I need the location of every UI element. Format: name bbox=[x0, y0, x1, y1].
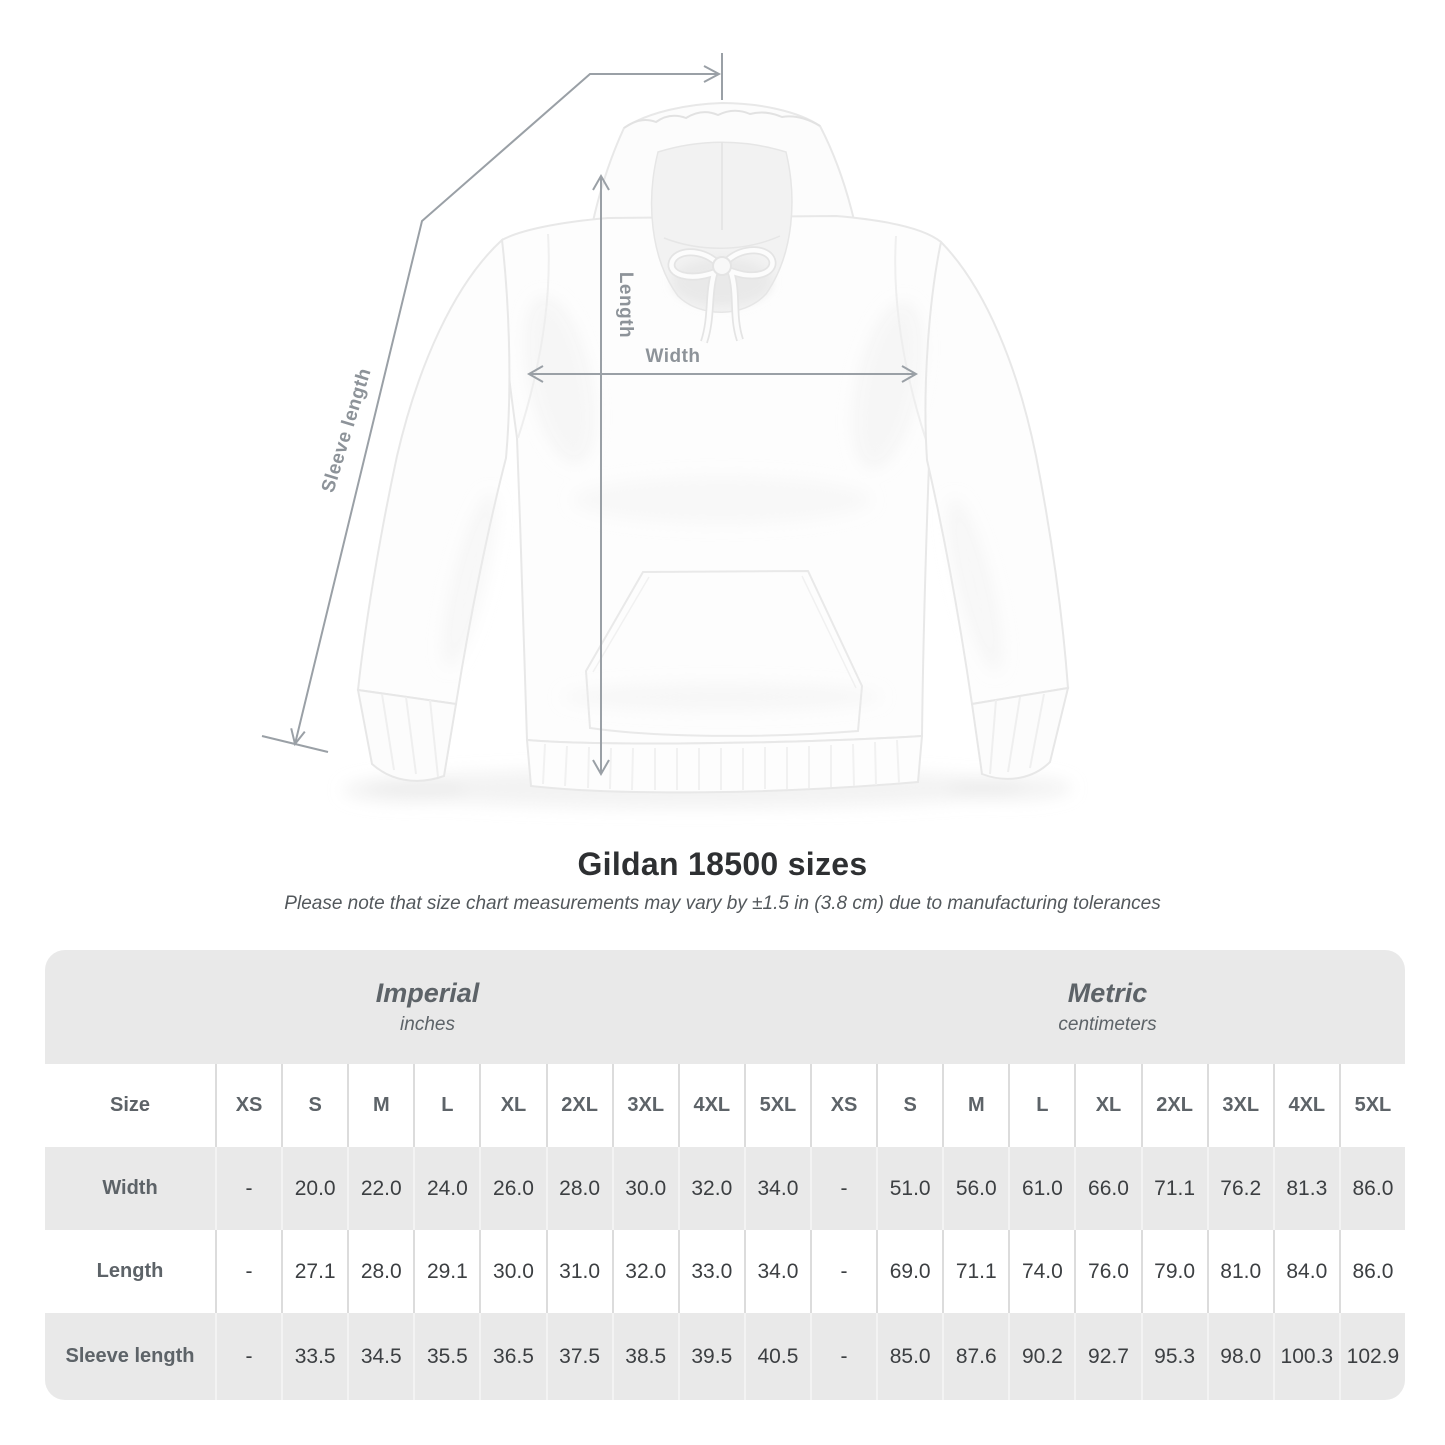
table-cell: 40.5 bbox=[744, 1313, 810, 1400]
table-cell: 66.0 bbox=[1074, 1147, 1140, 1230]
table-cell: 84.0 bbox=[1273, 1230, 1339, 1313]
row-label-width: Width bbox=[45, 1147, 215, 1230]
table-cell: 100.3 bbox=[1273, 1313, 1339, 1400]
size-header-metric-5xl: 5XL bbox=[1339, 1064, 1405, 1147]
hoodie-graphic bbox=[343, 103, 1072, 808]
table-cell: 39.5 bbox=[678, 1313, 744, 1400]
table-cell: 34.0 bbox=[744, 1147, 810, 1230]
table-cell: 76.0 bbox=[1074, 1230, 1140, 1313]
table-cell: 86.0 bbox=[1339, 1230, 1405, 1313]
size-header-imperial-3xl: 3XL bbox=[612, 1064, 678, 1147]
table-cell: 98.0 bbox=[1207, 1313, 1273, 1400]
table-cell: 20.0 bbox=[281, 1147, 347, 1230]
size-header-metric-2xl: 2XL bbox=[1141, 1064, 1207, 1147]
table-cell: 90.2 bbox=[1008, 1313, 1074, 1400]
table-cell: - bbox=[215, 1313, 281, 1400]
table-cell: 27.1 bbox=[281, 1230, 347, 1313]
table-cell: 76.2 bbox=[1207, 1147, 1273, 1230]
table-cell: 29.1 bbox=[413, 1230, 479, 1313]
length-label: Length bbox=[615, 271, 636, 339]
row-label-sleeve-length: Sleeve length bbox=[45, 1313, 215, 1400]
table-cell: - bbox=[810, 1313, 876, 1400]
table-cell: 61.0 bbox=[1008, 1147, 1074, 1230]
size-header-metric-xs: XS bbox=[810, 1064, 876, 1147]
table-cell: 38.5 bbox=[612, 1313, 678, 1400]
size-header-metric-xl: XL bbox=[1074, 1064, 1140, 1147]
table-cell: 31.0 bbox=[546, 1230, 612, 1313]
table-cell: 37.5 bbox=[546, 1313, 612, 1400]
table-cell: 85.0 bbox=[876, 1313, 942, 1400]
table-cell: 81.0 bbox=[1207, 1230, 1273, 1313]
table-cell: 30.0 bbox=[612, 1147, 678, 1230]
size-header-imperial-2xl: 2XL bbox=[546, 1064, 612, 1147]
row-label-length: Length bbox=[45, 1230, 215, 1313]
table-cell: 86.0 bbox=[1339, 1147, 1405, 1230]
table-cell: 33.0 bbox=[678, 1230, 744, 1313]
table-cell: 35.5 bbox=[413, 1313, 479, 1400]
size-header-metric-4xl: 4XL bbox=[1273, 1064, 1339, 1147]
table-cell: 74.0 bbox=[1008, 1230, 1074, 1313]
table-cell: - bbox=[810, 1230, 876, 1313]
width-label: Width bbox=[645, 346, 701, 367]
page-title: Gildan 18500 sizes bbox=[577, 846, 868, 882]
table-cell: 22.0 bbox=[347, 1147, 413, 1230]
size-header-imperial-s: S bbox=[281, 1064, 347, 1147]
table-cell: 71.1 bbox=[1141, 1147, 1207, 1230]
table-cell: 34.0 bbox=[744, 1230, 810, 1313]
size-header-metric-3xl: 3XL bbox=[1207, 1064, 1273, 1147]
tolerance-note: Please note that size chart measurements may vary by ±1.5 in (3.8 cm) due to manufacturing tolerances bbox=[284, 893, 1161, 914]
size-header-imperial-5xl: 5XL bbox=[744, 1064, 810, 1147]
table-cell: 79.0 bbox=[1141, 1230, 1207, 1313]
size-table bbox=[45, 950, 1405, 1400]
table-cell: 56.0 bbox=[942, 1147, 1008, 1230]
table-cell: 28.0 bbox=[546, 1147, 612, 1230]
imperial-unit: inches bbox=[400, 1014, 455, 1035]
size-header-imperial-xl: XL bbox=[479, 1064, 545, 1147]
imperial-section-header bbox=[45, 950, 810, 1064]
size-header-metric-m: M bbox=[942, 1064, 1008, 1147]
table-cell: 95.3 bbox=[1141, 1313, 1207, 1400]
sleeve-length-label: Sleeve length bbox=[317, 365, 376, 496]
size-header-imperial-4xl: 4XL bbox=[678, 1064, 744, 1147]
table-cell: 92.7 bbox=[1074, 1313, 1140, 1400]
table-cell: 87.6 bbox=[942, 1313, 1008, 1400]
metric-section-header bbox=[810, 950, 1405, 1064]
size-header-imperial-l: L bbox=[413, 1064, 479, 1147]
metric-label: Metric bbox=[1067, 978, 1148, 1008]
imperial-label: Imperial bbox=[375, 978, 480, 1008]
size-header-imperial-xs: XS bbox=[215, 1064, 281, 1147]
table-cell: 26.0 bbox=[479, 1147, 545, 1230]
table-cell: 34.5 bbox=[347, 1313, 413, 1400]
table-cell: 32.0 bbox=[678, 1147, 744, 1230]
table-cell: 69.0 bbox=[876, 1230, 942, 1313]
table-cell: 81.3 bbox=[1273, 1147, 1339, 1230]
metric-unit: centimeters bbox=[1058, 1014, 1157, 1035]
table-cell: 28.0 bbox=[347, 1230, 413, 1313]
table-cell: 71.1 bbox=[942, 1230, 1008, 1313]
table-cell: 51.0 bbox=[876, 1147, 942, 1230]
table-cell: 32.0 bbox=[612, 1230, 678, 1313]
size-header-metric-l: L bbox=[1008, 1064, 1074, 1147]
table-cell: - bbox=[215, 1147, 281, 1230]
table-cell: 33.5 bbox=[281, 1313, 347, 1400]
table-cell: 36.5 bbox=[479, 1313, 545, 1400]
table-cell: - bbox=[215, 1230, 281, 1313]
size-column-header: Size bbox=[45, 1064, 215, 1147]
table-cell: - bbox=[810, 1147, 876, 1230]
table-cell: 24.0 bbox=[413, 1147, 479, 1230]
table-cell: 30.0 bbox=[479, 1230, 545, 1313]
table-cell: 102.9 bbox=[1339, 1313, 1405, 1400]
size-header-metric-s: S bbox=[876, 1064, 942, 1147]
size-header-imperial-m: M bbox=[347, 1064, 413, 1147]
